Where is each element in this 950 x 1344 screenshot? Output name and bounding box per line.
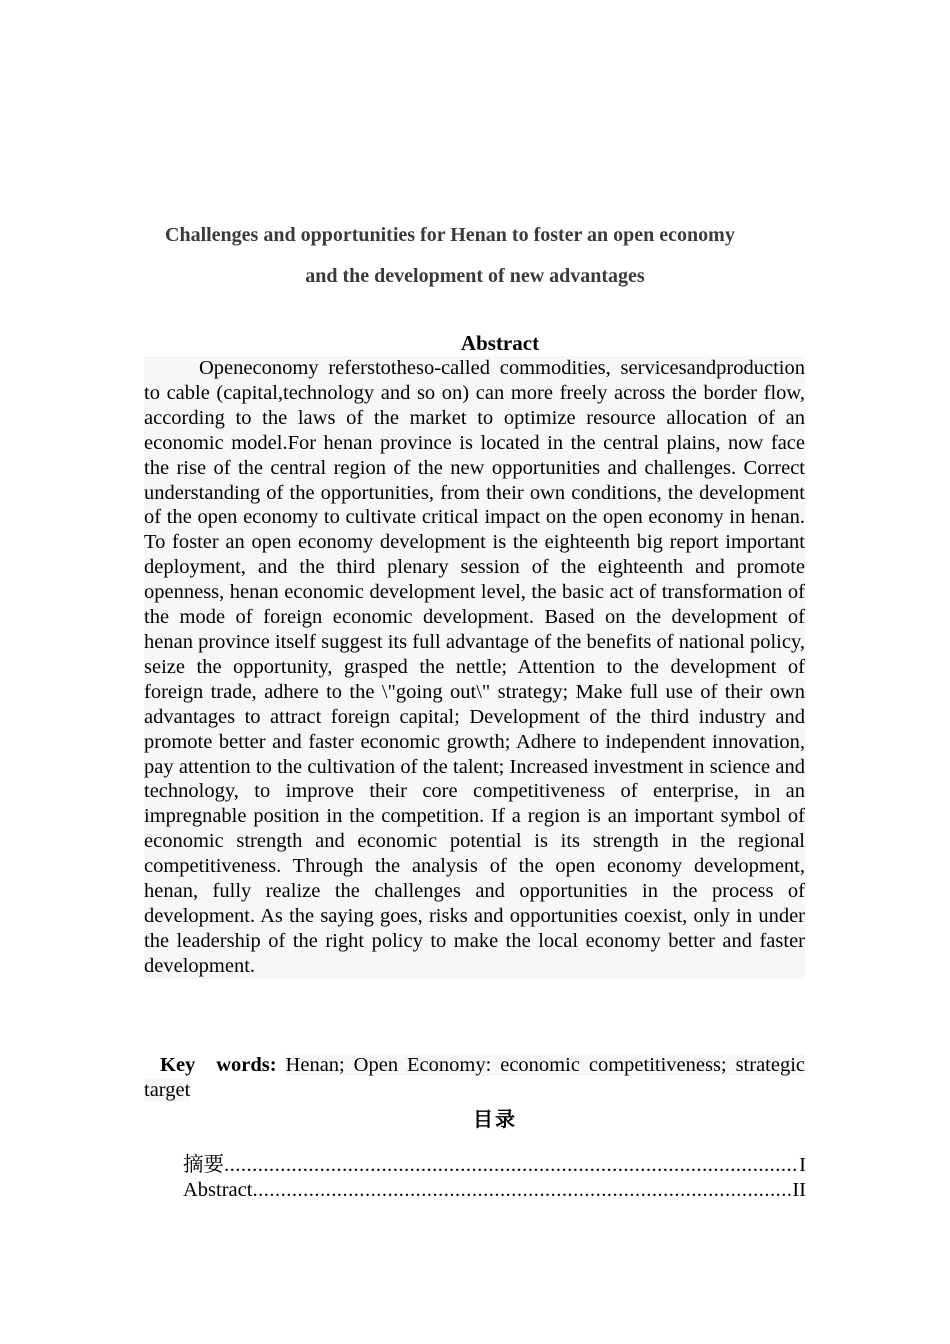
table-of-contents: [183, 1153, 806, 1203]
paper-title-line-1: Challenges and opportunities for Henan to foster an open economy: [165, 224, 735, 246]
toc-entry-label: 摘要: [183, 1154, 224, 1176]
toc-entry-abstract-chinese[interactable]: [183, 1153, 806, 1178]
toc-leader-dots: [224, 1153, 799, 1178]
toc-leader-dots: [252, 1178, 792, 1203]
toc-entry-label: Abstract: [183, 1179, 253, 1201]
abstract-body: Openeconomy referstotheso-called commodities, servicesandproduction to cable (capital,technology and so on) can more freely across the border flow, according to the laws of the market to optimize resource allocation of an economic model.For henan province is located in the central plains, now face the rise of the central region of the new opportunities and challenges. Correct understanding of the opportunities, from their own conditions, the development of the open economy to cultivate critical impact on the open economy in henan. To foster an open economy development is the eighteenth big report important deployment, and the third plenary session of the eighteenth and promote openness, henan economic development level, the basic act of transformation of the mode of foreign economic development. Based on the development of henan province itself suggest its full advantage of the benefits of national policy, seize the opportunity, grasped the nettle; Attention to the development of foreign trade, adhere to the \"going out\" strategy; Make full use of their own advantages to attract foreign capital; Development of the third industry and promote better and faster economic growth; Adhere to independent innovation, pay attention to the cultivation of the talent; Increased investment in science and technology, to improve their core competitiveness of enterprise, in an impregnable position in the competition. If a region is an important symbol of economic strength and economic potential is its strength in the regional competitiveness. Through the analysis of the open economy development, henan, fully realize the challenges and opportunities in the process of development. As the saying goes, risks and opportunities coexist, only in under the leadership of the right policy to make the local economy better and faster development.: [144, 357, 805, 977]
keywords-label: Key words:: [160, 1054, 277, 1076]
toc-entry-page: I: [799, 1154, 806, 1176]
abstract-heading: Abstract: [460, 331, 540, 355]
toc-heading: 目录: [473, 1109, 517, 1131]
toc-entry-page: II: [792, 1179, 806, 1201]
keywords-text: Henan; Open Economy: economic competitiveness; strategic target: [144, 1054, 806, 1101]
keywords: [144, 1053, 805, 1103]
paper-title-line-2: and the development of new advantages: [305, 265, 645, 287]
toc-entry-abstract-english[interactable]: [183, 1178, 806, 1203]
